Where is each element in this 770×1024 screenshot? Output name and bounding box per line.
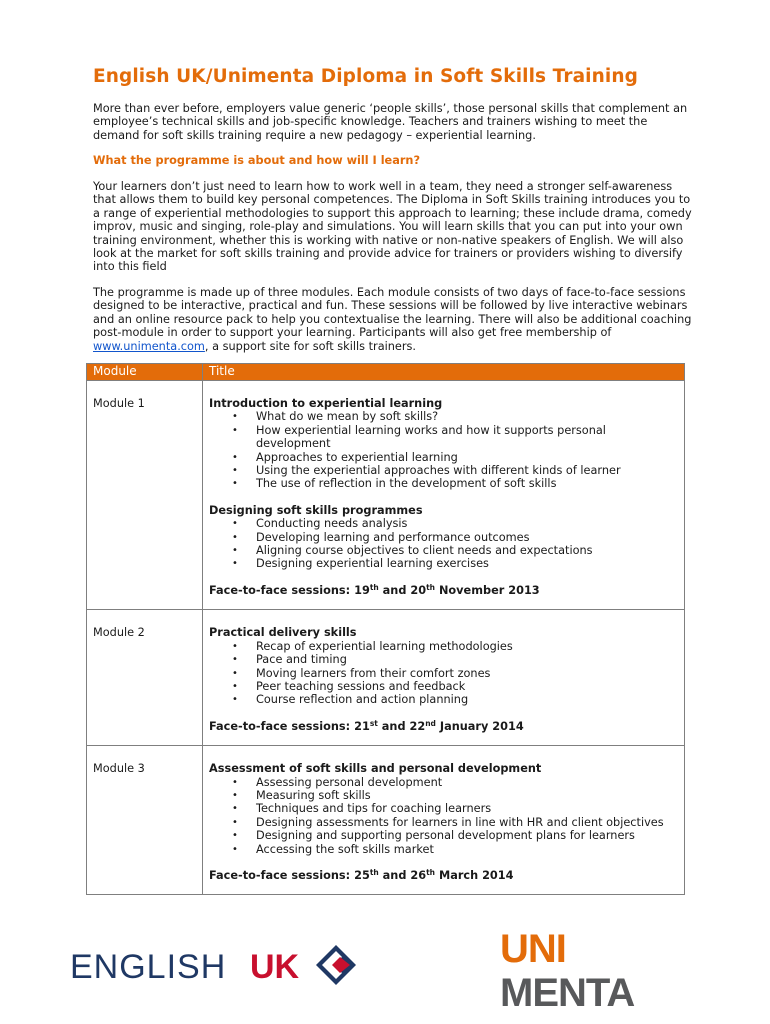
modules-table-body [87, 381, 685, 895]
topic-list [209, 640, 678, 707]
bullet-icon: • [232, 843, 238, 855]
session-date-mid: and 22 [377, 719, 426, 733]
bullet-icon: • [232, 545, 238, 557]
session-date-sup2: th [426, 867, 436, 877]
bullet-icon: • [232, 424, 238, 436]
list-item [232, 544, 678, 558]
list-item [232, 775, 678, 789]
session-dates [209, 869, 678, 882]
list-item-text: Peer teaching sessions and feedback [256, 679, 466, 693]
topic-list [209, 410, 678, 490]
topic-list [209, 776, 678, 856]
bullet-icon: • [232, 640, 238, 652]
bullet-icon: • [232, 654, 238, 666]
module-row [87, 610, 685, 746]
module-name-cell: Module 3 [87, 746, 203, 895]
module-name-cell: Module 1 [87, 381, 203, 610]
session-date-suffix: March 2014 [435, 868, 514, 882]
session-date-mid: and 26 [378, 868, 427, 882]
bullet-icon: • [232, 558, 238, 570]
module-section-title: Introduction to experiential learning [209, 397, 443, 410]
list-item [232, 679, 678, 693]
bullet-icon: • [232, 411, 238, 423]
list-item [232, 693, 678, 707]
session-date-suffix: November 2013 [435, 583, 540, 597]
list-item-text: Designing experiential learning exercises [256, 557, 489, 571]
bullet-icon: • [232, 465, 238, 477]
list-item [232, 815, 678, 829]
module-name-cell: Module 2 [87, 610, 203, 746]
list-item-text: Assessing personal development [256, 775, 443, 789]
bullet-icon: • [232, 830, 238, 842]
english-uk-logo [70, 940, 360, 990]
column-header-title: Title [203, 364, 685, 381]
list-item-text: How experiential learning works and how it supports personal development [256, 423, 606, 451]
logo-english-text: ENGLISH [70, 948, 227, 986]
list-item-text: Aligning course objectives to client needs and expectations [256, 544, 593, 558]
module-content-cell [203, 746, 685, 895]
list-item [232, 842, 678, 856]
list-item-text: Recap of experiential learning methodologies [256, 639, 513, 653]
list-item-text: Moving learners from their comfort zones [256, 666, 491, 680]
bullet-icon: • [232, 451, 238, 463]
column-header-module: Module [87, 364, 203, 381]
logo-uni-text: UNI [500, 927, 566, 971]
list-item-text: Approaches to experiential learning [256, 450, 458, 464]
list-item-text: Designing and supporting personal development plans for learners [256, 829, 635, 843]
bullet-icon: • [232, 789, 238, 801]
list-item-text: Developing learning and performance outcomes [256, 530, 530, 544]
bullet-icon: • [232, 518, 238, 530]
session-date-prefix: Face-to-face sessions: 25 [209, 868, 370, 882]
topic-list [209, 517, 678, 571]
list-item-text: Conducting needs analysis [256, 517, 408, 531]
list-item-text: Pace and timing [256, 653, 347, 667]
logo-menta-text: MENTA [500, 971, 635, 1012]
modules-paragraph-tail: , a support site for soft skills trainers. [204, 339, 416, 353]
module-section-title: Practical delivery skills [209, 626, 357, 640]
list-item [232, 477, 678, 491]
list-item [232, 829, 678, 843]
list-item-text: Techniques and tips for coaching learners [256, 802, 492, 816]
list-item-text: Designing assessments for learners in line with HR and client objectives [256, 815, 664, 829]
session-date-sup1: th [369, 867, 379, 877]
module-content-cell [203, 610, 685, 746]
bullet-icon: • [232, 680, 238, 692]
logo-chevron-mark [316, 945, 356, 985]
list-item-text: Course reflection and action planning [256, 693, 469, 707]
unimenta-logo [500, 922, 680, 1012]
list-item [232, 639, 678, 653]
session-date-prefix: Face-to-face sessions: 21 [209, 719, 370, 733]
list-item-text: What do we mean by soft skills? [256, 410, 439, 424]
section-subheading: What the programme is about and how will I learn? [93, 154, 421, 167]
bullet-icon: • [232, 478, 238, 490]
list-item [232, 450, 678, 464]
list-item-text: Accessing the soft skills market [256, 842, 434, 856]
page-title: English UK/Unimenta Diploma in Soft Skills Training [93, 66, 638, 87]
list-item [232, 464, 678, 478]
bullet-icon: • [232, 531, 238, 543]
bullet-icon: • [232, 667, 238, 679]
session-dates [209, 720, 678, 733]
session-date-sup1: th [369, 582, 379, 592]
modules-table [86, 363, 685, 895]
module-section-title: Assessment of soft skills and personal development [209, 762, 542, 776]
session-dates [209, 584, 678, 597]
bullet-icon: • [232, 694, 238, 706]
bullet-icon: • [232, 776, 238, 788]
bullet-icon: • [232, 816, 238, 828]
list-item [232, 666, 678, 680]
bullet-icon: • [232, 803, 238, 815]
list-item-text: Using the experiential approaches with different kinds of learner [256, 464, 621, 478]
module-row [87, 746, 685, 895]
modules-paragraph [93, 286, 693, 353]
list-item [232, 557, 678, 571]
table-header-row [87, 364, 685, 381]
list-item [232, 653, 678, 667]
list-item [232, 517, 678, 531]
list-item [232, 423, 678, 451]
module-section-title: Designing soft skills programmes [209, 503, 423, 517]
unimenta-link[interactable]: www.unimenta.com [93, 339, 205, 353]
session-date-sup2: nd [425, 718, 436, 728]
list-item-text: The use of reflection in the development of soft skills [256, 477, 557, 491]
module-content-cell [203, 381, 685, 610]
module-row [87, 381, 685, 610]
list-item-text: Measuring soft skills [256, 788, 371, 802]
session-date-suffix: January 2014 [435, 719, 524, 733]
list-item [232, 788, 678, 802]
intro-paragraph: More than ever before, employers value generic ‘people skills’, those personal skills that complement an employee’s technical skills and job-specific knowledge. Teachers and trainers wishing to meet the demand for soft skills training require a new pedagogy – experiential learning. [93, 102, 688, 142]
session-date-mid: and 20 [378, 583, 427, 597]
logo-uk-text: UK [250, 948, 300, 986]
session-date-sup2: th [426, 582, 436, 592]
list-item [232, 802, 678, 816]
modules-paragraph-text: The programme is made up of three modules. Each module consists of two days of face-to-face sessions designed to be interactive, practical and fun. These sessions will be followed by live interactive webinars and an online resource pack to help you contextualise the learning. There will also be additional coaching post-module in order to support your learning. Participants will also get free membership of [93, 286, 692, 340]
list-item [232, 410, 678, 424]
list-item [232, 530, 678, 544]
session-date-prefix: Face-to-face sessions: 19 [209, 583, 370, 597]
programme-paragraph: Your learners don’t just need to learn how to work well in a team, they need a stronger self-awareness that allows them to build key personal competences. The Diploma in Soft Skills training introduces you to a range of experiential methodologies to support this approach to learning; these include drama, comedy improv, music and singing, role-play and simulations. You will learn skills that you can put into your own training environment, whether this is working with native or non-native speakers of English. We will also look at the market for soft skills training and provide advice for trainers or providers wishing to diversify into this field [93, 180, 692, 274]
session-date-sup1: st [369, 718, 378, 728]
